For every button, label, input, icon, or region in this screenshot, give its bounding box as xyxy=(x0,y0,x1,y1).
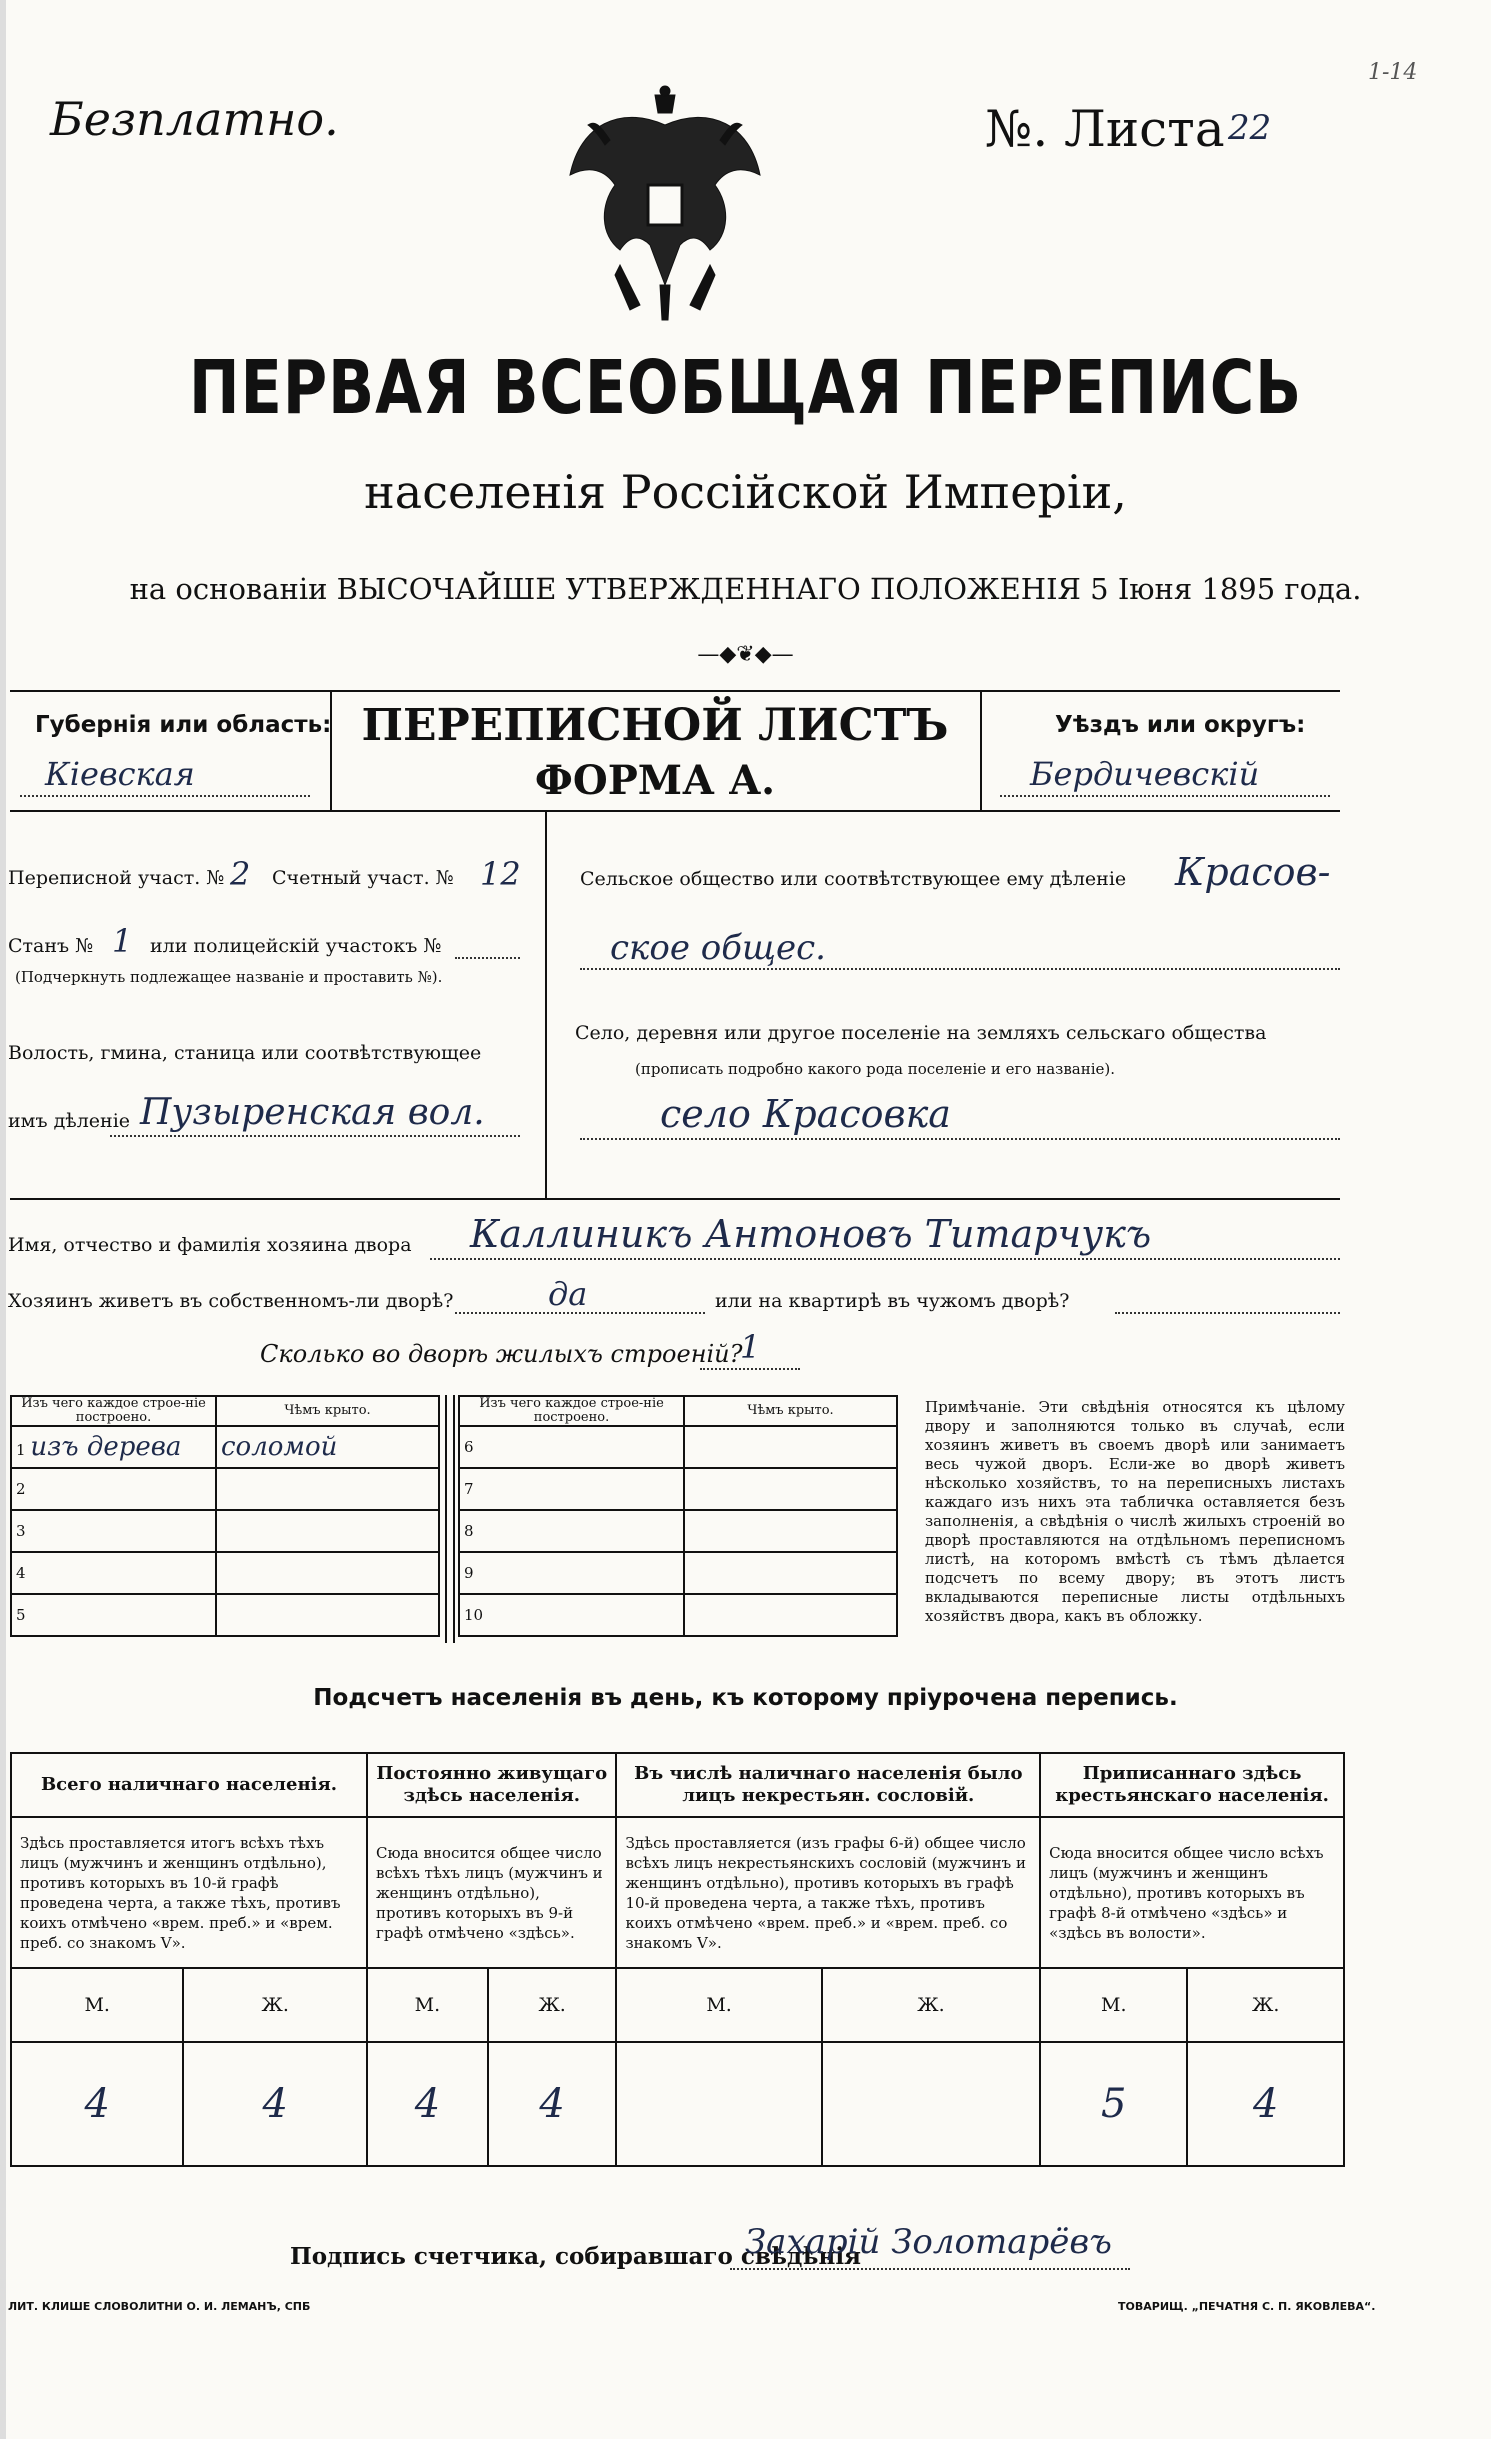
double-headed-eagle-emblem xyxy=(560,85,770,325)
material-value: изъ дерева xyxy=(30,1432,182,1462)
sheet-number-label: №. Листа xyxy=(985,100,1225,158)
subtitle: населенія Россійской Имперіи, xyxy=(364,465,1127,519)
basis-line: на основаніи ВЫСОЧАЙШЕ УТВЕРЖДЕННАГО ПОЛОЖЕНІЯ 5 Іюня 1895 года. xyxy=(129,572,1362,606)
owner-value: Каллиникъ Антоновъ Титарчукъ xyxy=(470,1212,1152,1256)
desc-registered: Сюда вносится общее число всѣхъ лицъ (мужчинъ и женщинъ отдѣльно), противъ которыхъ въ графѣ 8-й отмѣчено «здѣсь» и «здѣсь въ волости». xyxy=(1040,1817,1344,1968)
value-cell: 4 xyxy=(183,2042,367,2166)
free-label: Безплатно. xyxy=(50,92,339,146)
value-cell: 4 xyxy=(1187,2042,1344,2166)
count-title: Подсчетъ населенія въ день, къ которому пріурочена перепись. xyxy=(313,1685,1178,1711)
col-roof-header: Чѣмъ крыто. xyxy=(216,1396,439,1426)
value-cell xyxy=(616,2042,821,2166)
table-row: 1 изъ дерева соломой xyxy=(11,1426,439,1468)
society-label: Сельское общество или соотвѣтствующее ему дѣленіе xyxy=(580,868,1127,890)
value-cell xyxy=(822,2042,1040,2166)
sheet-number-value: 22 xyxy=(1228,108,1272,148)
form-subtitle: ФОРМА А. xyxy=(534,757,776,804)
society-value-1: Красов- xyxy=(1175,850,1331,894)
rent-label: или на квартирѣ въ чужомъ дворѣ? xyxy=(715,1290,1070,1312)
header-permanent: Постоянно живущаго здѣсь населенія. xyxy=(367,1753,616,1817)
village-label: Село, деревня или другое поселеніе на земляхъ сельскаго общества xyxy=(575,1022,1267,1044)
value-cell: 4 xyxy=(367,2042,488,2166)
corner-mark: 1-14 xyxy=(1368,60,1418,85)
census-area-label: Переписной участ. № xyxy=(8,867,225,889)
census-area-value: 2 xyxy=(230,855,251,893)
district-value: Бердичевскій xyxy=(1030,755,1260,793)
value-cell: 5 xyxy=(1040,2042,1187,2166)
printer-right: ТОВАРИЩ. „ПЕЧАТНЯ С. П. ЯКОВЛЕВА“. xyxy=(1118,2300,1376,2313)
lives-value: да xyxy=(548,1275,588,1313)
ornament: —◆❦◆— xyxy=(697,642,794,667)
count-table: Всего наличнаго населенія. Постоянно живущаго здѣсь населенія. Въ числѣ наличнаго населенія было лицъ некрестьян. сословій. Приписаннаго здѣсь крестьянскаго населенія. Здѣсь проставляется итогъ всѣхъ тѣхъ лицъ (мужчинъ и женщинъ отдѣльно), противъ которыхъ въ 10-й графѣ проведена черта, а также тѣхъ, противъ коихъ отмѣчено «врем. преб.» и «врем. преб. со знакомъ V». Сюда вносится общее число всѣхъ тѣхъ лицъ (мужчинъ и женщинъ отдѣльно), противъ которыхъ въ 9-й графѣ отмѣчено «здѣсь». Здѣсь проставляется (изъ графы 6-й) общее число всѣхъ лицъ некрестьянскихъ сословій (мужчинъ и женщинъ отдѣльно), противъ которыхъ въ графѣ 10-й проведена черта, а также тѣхъ, противъ коихъ отмѣчено «врем. преб.» и «врем. преб. со знакомъ V». Сюда вносится общее число всѣхъ лицъ (мужчинъ и женщинъ отдѣльно), противъ которыхъ въ графѣ 8-й отмѣчено «здѣсь» и «здѣсь въ волости». М. Ж. М. Ж. М. Ж. М. Ж. 4 4 4 4 5 4 xyxy=(10,1752,1345,2167)
police-label: или полицейскій участокъ № xyxy=(150,935,442,957)
header-non-peasant: Въ числѣ наличнаго населенія было лицъ некрестьян. сословій. xyxy=(616,1753,1040,1817)
desc-non-peasant: Здѣсь проставляется (изъ графы 6-й) общее число всѣхъ лицъ некрестьянскихъ сословій (мужчинъ и женщинъ отдѣльно), противъ которыхъ въ графѣ 10-й проведена черта, а также тѣхъ, противъ коихъ отмѣчено «врем. преб.» и «врем. преб. со знакомъ V». xyxy=(616,1817,1040,1968)
society-value-2: ское общес. xyxy=(610,928,826,968)
header-total: Всего наличнаго населенія. xyxy=(11,1753,367,1817)
roof-value: соломой xyxy=(216,1426,439,1468)
count-area-value: 12 xyxy=(480,855,521,893)
table-row: 9 xyxy=(459,1552,897,1594)
district-label: Уѣздъ или округъ: xyxy=(1055,712,1306,738)
volost-label: Волость, гмина, станица или соотвѣтствующее xyxy=(8,1042,482,1064)
note-text: Примѣчаніе. Эти свѣдѣнія относятся къ цѣлому двору и заполняются только въ случаѣ, если хозяинъ живетъ въ своемъ дворѣ или занимаетъ весь чужой дворъ. Если-же во дворѣ живетъ нѣсколько хозяйствъ, то на переписныхъ листахъ каждаго изъ нихъ эта табличка оставляется безъ заполненія, а свѣдѣнія о числѣ жилыхъ строеній во дворѣ проставляются на отдѣльномъ переписномъ листѣ, на которомъ вмѣстѣ съ тѣмъ дѣлается подсчетъ по всему двору; въ этотъ листъ вкладываются переписные листы отдѣльныхъ хозяйствъ двора, какъ въ обложку. xyxy=(925,1398,1345,1625)
buildings-label: Сколько во дворѣ жилыхъ строеній? xyxy=(260,1340,743,1368)
buildings-table-left xyxy=(10,1395,440,1637)
table-row: 2 xyxy=(11,1468,439,1510)
table-row: 8 xyxy=(459,1510,897,1552)
desc-total: Здѣсь проставляется итогъ всѣхъ тѣхъ лицъ (мужчинъ и женщинъ отдѣльно), противъ которыхъ въ 10-й графѣ проведена черта, а также тѣхъ, противъ коихъ отмѣчено «врем. преб.» и «врем. преб. со знакомъ V». xyxy=(11,1817,367,1968)
printer-left: ЛИТ. КЛИШЕ СЛОВОЛИТНИ О. И. ЛЕМАНЪ, СПБ xyxy=(8,2300,311,2313)
volost-label-2: имъ дѣленіе xyxy=(8,1110,131,1132)
table-row: 6 xyxy=(459,1426,897,1468)
stan-label: Станъ № xyxy=(8,935,94,957)
village-note: (прописать подробно какого рода поселеніе и его названіе). xyxy=(635,1060,1115,1078)
col-material-header: Изъ чего каждое строе-ніе построено. xyxy=(11,1396,216,1426)
value-cell: 4 xyxy=(488,2042,617,2166)
main-title: ПЕРВАЯ ВСЕОБЩАЯ ПЕРЕПИСЬ xyxy=(188,345,1303,431)
stan-value: 1 xyxy=(112,922,133,960)
village-value: село Красовка xyxy=(660,1092,951,1136)
province-label: Губернія или область: xyxy=(35,712,332,738)
desc-permanent: Сюда вносится общее число всѣхъ тѣхъ лицъ (мужчинъ и женщинъ отдѣльно), противъ которыхъ въ 9-й графѣ отмѣчено «здѣсь». xyxy=(367,1817,616,1968)
buildings-value: 1 xyxy=(740,1328,761,1366)
buildings-table-right: Изъ чего каждое строе-ніе построено. Чѣмъ крыто. 6 7 8 9 10 xyxy=(458,1395,898,1637)
header-registered: Приписаннаго здѣсь крестьянскаго населенія. xyxy=(1040,1753,1344,1817)
lives-label: Хозяинъ живетъ въ собственномъ-ли дворѣ? xyxy=(8,1290,454,1312)
count-area-label: Счетный участ. № xyxy=(272,867,454,889)
value-cell: 4 xyxy=(11,2042,183,2166)
form-title: ПЕРЕПИСНОЙ ЛИСТЪ xyxy=(361,700,949,751)
stan-note: (Подчеркнуть подлежащее названіе и проставить №). xyxy=(15,968,443,986)
table-row: 10 xyxy=(459,1594,897,1636)
volost-value: Пузыренская вол. xyxy=(140,1092,485,1133)
table-row: 3 xyxy=(11,1510,439,1552)
table-row: 4 xyxy=(11,1552,439,1594)
signature-value: Захарій Золотарёвъ xyxy=(745,2222,1112,2262)
scan-edge xyxy=(0,0,6,2439)
table-row: 7 xyxy=(459,1468,897,1510)
signature-label: Подпись счетчика, собиравшаго свѣдѣнія xyxy=(290,2243,862,2270)
owner-label: Имя, отчество и фамилія хозяина двора xyxy=(8,1234,412,1256)
province-value: Кіевская xyxy=(45,755,195,793)
table-row: 5 xyxy=(11,1594,439,1636)
